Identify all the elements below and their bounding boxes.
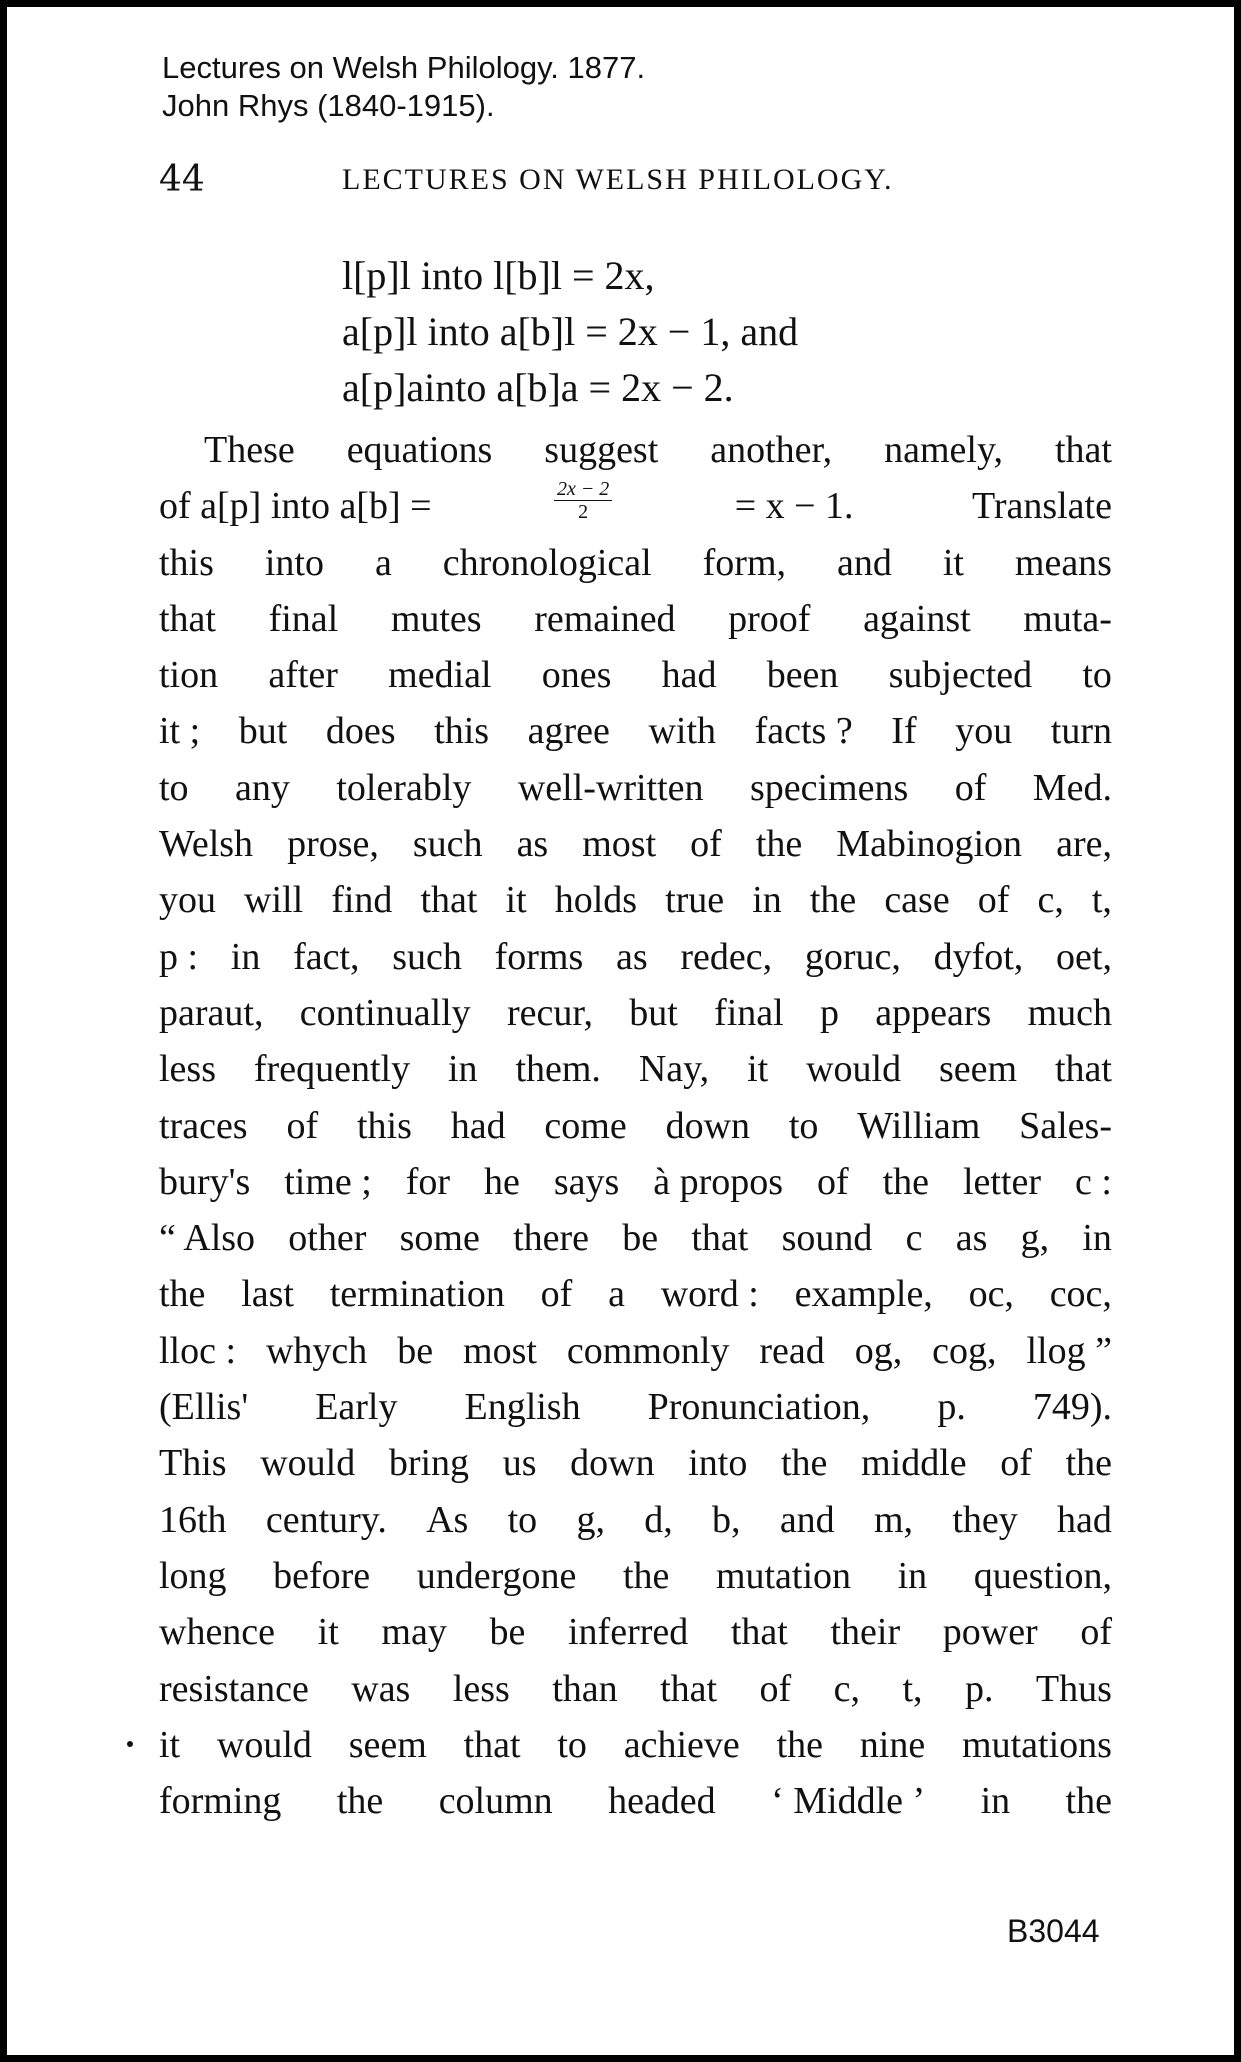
text-line: [159, 872, 1112, 928]
word: llog ”: [1026, 1329, 1112, 1372]
word: case: [884, 879, 950, 922]
word: in: [980, 1780, 1011, 1823]
word: bury's: [159, 1160, 251, 1203]
word: the: [159, 1273, 206, 1316]
word: b,: [712, 1498, 741, 1541]
word: come: [544, 1104, 627, 1147]
word: says: [553, 1160, 620, 1203]
word: it: [317, 1611, 339, 1654]
word: of: [1000, 1442, 1032, 1485]
word: resistance: [159, 1667, 309, 1710]
word: mutations: [962, 1723, 1112, 1766]
word: the: [622, 1554, 670, 1597]
word: middle: [861, 1442, 967, 1485]
text-line: [159, 478, 1112, 534]
word: whych: [265, 1329, 368, 1372]
text-fragment: Translate: [971, 485, 1112, 528]
text-line: [159, 1717, 1112, 1773]
word: recur,: [506, 991, 593, 1034]
word: to: [788, 1104, 819, 1147]
word: chronological: [442, 541, 652, 584]
word: in: [752, 879, 782, 922]
word: of: [690, 823, 722, 866]
word: a: [608, 1273, 625, 1316]
word: example,: [794, 1273, 933, 1316]
text-line: [159, 760, 1112, 816]
word: of: [954, 766, 987, 809]
word: any: [235, 766, 290, 809]
running-head: LECTURES ON WELSH PHILOLOGY.: [342, 163, 894, 196]
word: goruc,: [804, 935, 901, 978]
word: are,: [1056, 823, 1112, 866]
word: If: [891, 710, 917, 753]
word: Nay,: [638, 1048, 710, 1091]
word: such: [412, 823, 483, 866]
word: that: [463, 1723, 521, 1766]
word: in: [230, 935, 261, 978]
word: word :: [660, 1273, 759, 1316]
word: down: [665, 1104, 751, 1147]
word: this: [159, 541, 214, 584]
word: other: [288, 1217, 367, 1260]
word: dyfot,: [933, 935, 1024, 978]
word: time ;: [284, 1160, 372, 1203]
word: medial: [388, 654, 492, 697]
word: Med.: [1032, 766, 1112, 809]
word: was: [351, 1667, 411, 1710]
word: their: [830, 1611, 901, 1654]
word: long: [159, 1554, 227, 1597]
fraction-denominator: 2: [578, 501, 589, 524]
catalog-id: B3044: [1007, 1913, 1100, 1949]
word: p.: [937, 1386, 966, 1429]
word: Welsh: [159, 823, 254, 866]
word: prose,: [287, 823, 379, 866]
word: that: [159, 597, 216, 640]
word: frequently: [253, 1048, 411, 1091]
word: t,: [902, 1667, 923, 1710]
text-line: [159, 1773, 1112, 1829]
word: does: [325, 710, 396, 753]
word: into: [264, 541, 324, 584]
word: commonly: [566, 1329, 730, 1372]
word: against: [863, 597, 971, 640]
word: that: [691, 1217, 749, 1260]
word: p.: [964, 1667, 994, 1710]
word: with: [648, 710, 717, 753]
text-line: [159, 535, 1112, 591]
word: appears: [875, 991, 992, 1034]
word: g,: [576, 1498, 605, 1541]
word: and: [779, 1498, 835, 1541]
word: be: [397, 1329, 434, 1372]
word: they: [952, 1498, 1018, 1541]
word: much: [1027, 991, 1112, 1034]
text-line: [159, 591, 1112, 647]
word: equations: [346, 429, 493, 471]
text-line: [159, 1041, 1112, 1097]
word: of: [286, 1104, 319, 1147]
word: nine: [859, 1723, 926, 1766]
word: most: [582, 823, 657, 866]
text-line: [159, 1435, 1112, 1491]
word: true: [665, 879, 725, 922]
word: of: [977, 879, 1010, 922]
text-line: [159, 703, 1112, 759]
word: there: [513, 1217, 590, 1260]
word: had: [661, 654, 717, 697]
word: in: [447, 1048, 478, 1091]
word: mutes: [390, 597, 482, 640]
text-line: [159, 1266, 1112, 1322]
word: it: [505, 879, 527, 922]
word: 749).: [1032, 1386, 1112, 1429]
word: As: [426, 1498, 469, 1541]
word: a: [374, 541, 392, 584]
word: you: [159, 879, 216, 922]
word: be: [622, 1217, 659, 1260]
word: after: [268, 654, 338, 697]
word: continually: [299, 991, 471, 1034]
word: This: [159, 1442, 227, 1485]
word: headed: [608, 1780, 716, 1823]
word: mutation: [715, 1554, 852, 1597]
source-note-author: John Rhys (1840-1915).: [162, 88, 495, 123]
text-line: [159, 1154, 1112, 1210]
word: power: [942, 1611, 1038, 1654]
word: this: [356, 1104, 412, 1147]
word: the: [882, 1160, 930, 1203]
word: à propos: [653, 1160, 784, 1203]
word: ‘ Middle ’: [771, 1780, 926, 1823]
word: the: [1065, 1780, 1112, 1823]
equation-line: a[p]l into a[b]l = 2x − 1, and: [342, 309, 799, 354]
word: c: [905, 1217, 923, 1260]
word: Thus: [1035, 1667, 1112, 1710]
word: the: [809, 879, 857, 922]
word: it ;: [159, 710, 201, 753]
word: another,: [710, 429, 833, 471]
word: it: [747, 1048, 769, 1091]
word: redec,: [680, 935, 773, 978]
word: coc,: [1049, 1273, 1112, 1316]
word: means: [1014, 541, 1112, 584]
word: holds: [554, 879, 638, 922]
word: final: [268, 597, 339, 640]
word: English: [464, 1386, 581, 1429]
word: final: [714, 991, 784, 1034]
word: question,: [973, 1554, 1112, 1597]
word: cog,: [932, 1329, 997, 1372]
word: specimens: [749, 766, 909, 809]
word: the: [1065, 1442, 1112, 1485]
word: and: [836, 541, 892, 584]
word: it: [159, 1723, 181, 1766]
word: oet,: [1056, 935, 1112, 978]
text-line: [159, 1548, 1112, 1604]
word: p: [819, 991, 839, 1034]
word: forms: [494, 935, 584, 978]
word: before: [273, 1554, 371, 1597]
word: letter: [962, 1160, 1042, 1203]
word: traces: [159, 1104, 248, 1147]
word: that: [420, 879, 478, 922]
word: t,: [1091, 879, 1112, 922]
equation-line: l[p]l into l[b]l = 2x,: [342, 253, 655, 298]
word: of: [540, 1273, 573, 1316]
word: forming: [159, 1780, 282, 1823]
word: “ Also: [159, 1217, 256, 1260]
equation-line: a[p]ainto a[b]a = 2x − 2.: [342, 365, 734, 410]
text-line: [159, 1210, 1112, 1266]
word: but: [629, 991, 678, 1034]
text-line: [159, 1098, 1112, 1154]
word: Mabinogion: [836, 823, 1023, 866]
word: down: [570, 1442, 655, 1485]
word: sound: [781, 1217, 873, 1260]
word: to: [507, 1498, 538, 1541]
word: Sales-: [1019, 1104, 1112, 1147]
text-line: [159, 422, 1112, 478]
text-line: [159, 929, 1112, 985]
word: tion: [159, 654, 219, 697]
word: some: [399, 1217, 480, 1260]
word: may: [381, 1611, 447, 1654]
word: whence: [159, 1611, 276, 1654]
word: into: [688, 1442, 748, 1485]
word: it: [942, 541, 964, 584]
word: fact,: [293, 935, 360, 978]
word: lloc :: [159, 1329, 237, 1372]
word: well-written: [517, 766, 704, 809]
word: Early: [315, 1386, 398, 1429]
word: be: [489, 1611, 526, 1654]
word: that: [1054, 429, 1112, 471]
word: muta-: [1023, 597, 1112, 640]
word: g,: [1020, 1217, 1050, 1260]
word: this: [434, 710, 490, 753]
word: c :: [1074, 1160, 1112, 1203]
word: to: [557, 1723, 587, 1766]
word: you: [955, 710, 1013, 753]
word: bring: [388, 1442, 470, 1485]
text-line: [159, 985, 1112, 1041]
word: termination: [329, 1273, 505, 1316]
word: in: [1082, 1217, 1112, 1260]
word: would: [806, 1048, 902, 1091]
word: had: [450, 1104, 506, 1147]
word: turn: [1050, 710, 1112, 753]
word: the: [781, 1442, 828, 1485]
word: These: [204, 429, 295, 471]
word: them.: [515, 1048, 601, 1091]
word: most: [463, 1329, 537, 1372]
word: namely,: [884, 429, 1004, 471]
fraction: [554, 478, 612, 534]
word: form,: [702, 541, 787, 584]
word: og,: [854, 1329, 903, 1372]
word: suggest: [544, 429, 659, 471]
word: William: [857, 1104, 981, 1147]
word: will: [244, 879, 304, 922]
word: the: [776, 1723, 823, 1766]
word: as: [955, 1217, 988, 1260]
text-line: [159, 1379, 1112, 1435]
word: facts ?: [754, 710, 853, 753]
word: of: [816, 1160, 849, 1203]
word: 16th: [159, 1498, 227, 1541]
word: as: [615, 935, 648, 978]
word: that: [730, 1611, 788, 1654]
word: subjected: [888, 654, 1033, 697]
word: find: [331, 879, 393, 922]
word: d,: [644, 1498, 673, 1541]
word: proof: [728, 597, 811, 640]
word: he: [484, 1160, 520, 1203]
word: had: [1057, 1498, 1112, 1541]
page-number: 44: [159, 159, 205, 200]
word: read: [759, 1329, 825, 1372]
word: century.: [265, 1498, 387, 1541]
word: such: [392, 935, 462, 978]
word: m,: [873, 1498, 914, 1541]
word: the: [336, 1780, 384, 1823]
word: c,: [833, 1667, 860, 1710]
word: c,: [1037, 879, 1064, 922]
word: in: [897, 1554, 928, 1597]
word: inferred: [567, 1611, 689, 1654]
word: seem: [348, 1723, 427, 1766]
word: than: [552, 1667, 618, 1710]
word: column: [438, 1780, 553, 1823]
word: been: [766, 654, 839, 697]
word: less: [159, 1048, 216, 1091]
word: Pronunciation,: [647, 1386, 871, 1429]
equation-block: [342, 252, 798, 420]
word: us: [502, 1442, 537, 1485]
fraction-numerator: 2x − 2: [554, 478, 612, 501]
word: as: [516, 823, 549, 866]
text-line: [159, 647, 1112, 703]
word: of: [1080, 1611, 1112, 1654]
word: to: [1082, 654, 1112, 697]
word: undergone: [416, 1554, 577, 1597]
body-paragraph: [159, 422, 1112, 1829]
word: tolerably: [336, 766, 472, 809]
word: but: [238, 710, 288, 753]
word: seem: [939, 1048, 1018, 1091]
word: less: [452, 1667, 510, 1710]
word: would: [216, 1723, 312, 1766]
word: p :: [159, 935, 199, 978]
word: that: [660, 1667, 718, 1710]
word: the: [755, 823, 803, 866]
margin-mark: [127, 1741, 133, 1747]
word: of: [759, 1667, 792, 1710]
text-line: [159, 816, 1112, 872]
word: agree: [527, 710, 610, 753]
word: paraut,: [159, 991, 264, 1034]
word: to: [159, 766, 189, 809]
text-line: [159, 1492, 1112, 1548]
word: remained: [534, 597, 676, 640]
text-line: [159, 1661, 1112, 1717]
text-fragment: = x − 1.: [734, 485, 854, 528]
text-line: [159, 1604, 1112, 1660]
word: ones: [541, 654, 612, 697]
word: for: [405, 1160, 451, 1203]
word: (Ellis': [159, 1386, 249, 1429]
word: would: [260, 1442, 356, 1485]
text-fragment: of a[p] into a[b] =: [159, 485, 432, 528]
word: last: [241, 1273, 294, 1316]
source-note-title: Lectures on Welsh Philology. 1877.: [162, 50, 646, 85]
word: oc,: [968, 1273, 1014, 1316]
word: achieve: [623, 1723, 740, 1766]
source-note: [162, 49, 645, 125]
text-line: [159, 1323, 1112, 1379]
word: that: [1055, 1048, 1112, 1091]
